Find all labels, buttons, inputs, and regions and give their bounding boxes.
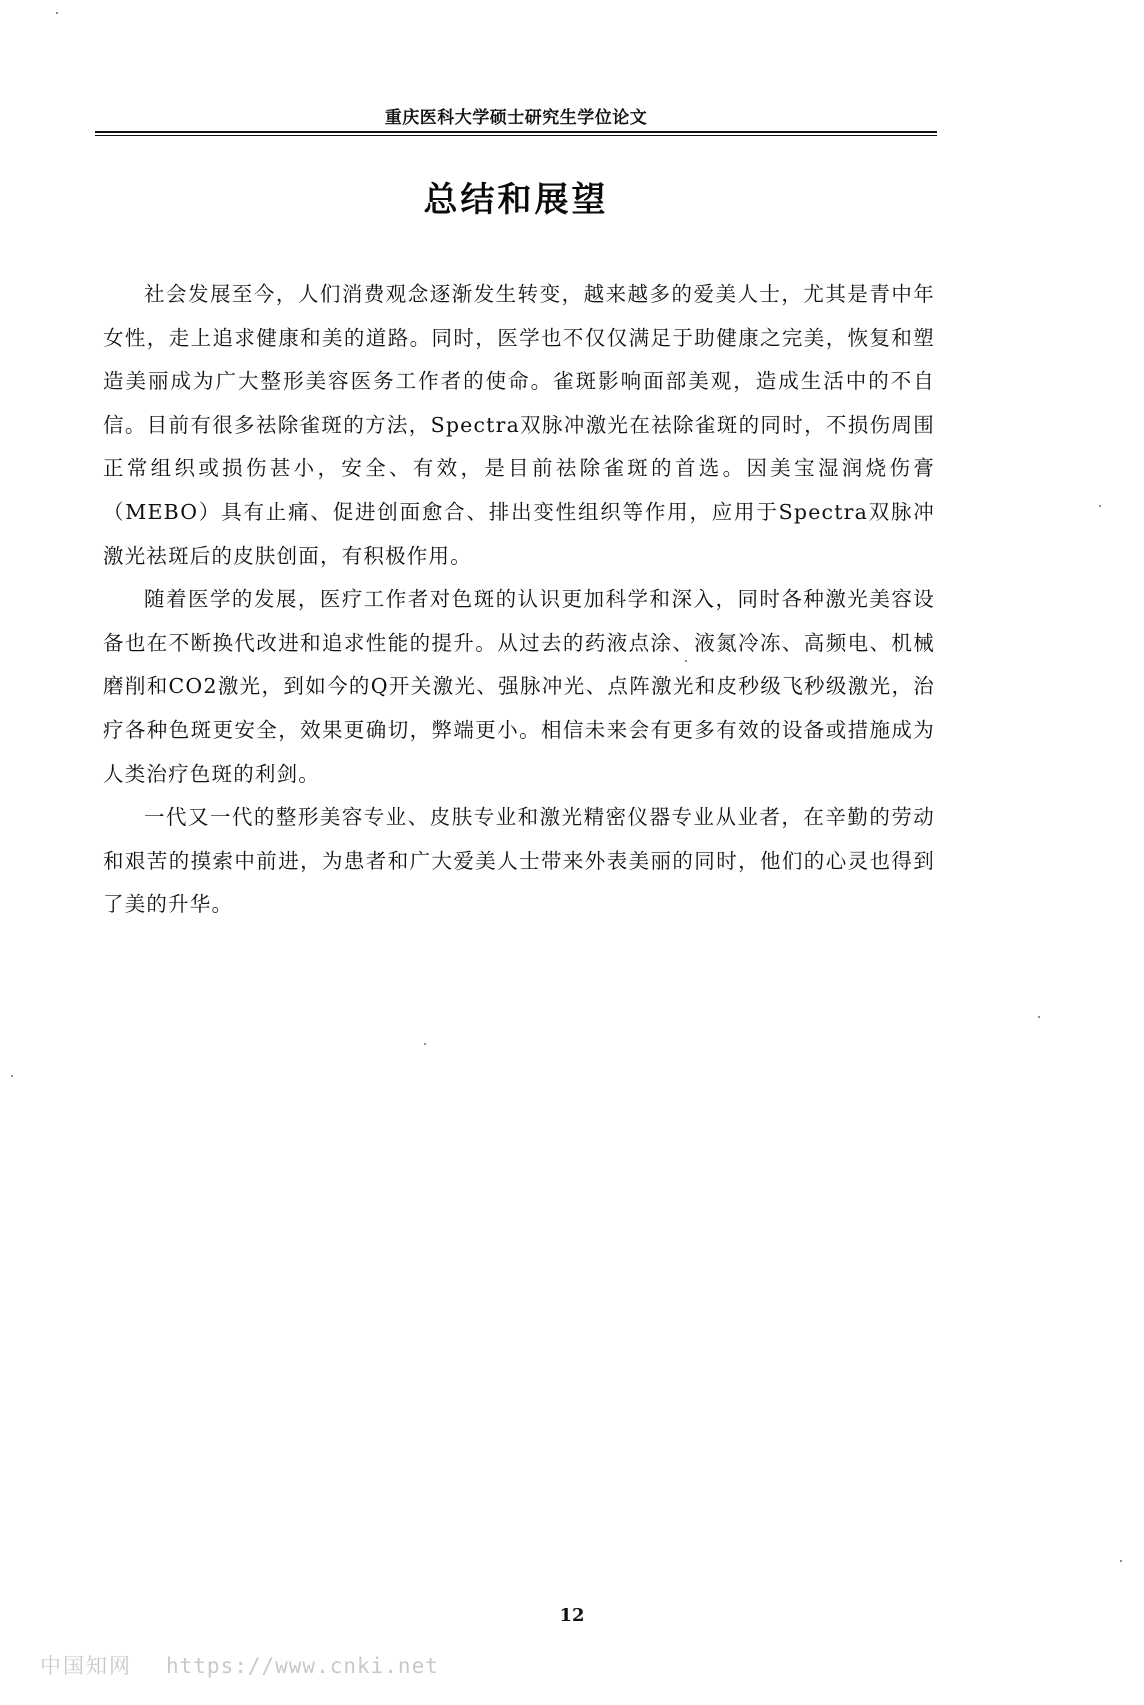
- scan-speck: [11, 1075, 13, 1077]
- page-number: 12: [559, 1605, 585, 1626]
- paragraph-2: 随着医学的发展，医疗工作者对色斑的认识更加科学和深入，同时各种激光美容设备也在不断换代改进和追求性能的提升。从过去的药液点涂、液氮冷冻、高频电、机械磨削和CO2激光，到如今的Q开关激光、强脉冲光、点阵激光和皮秒级飞秒级激光，治疗各种色斑更安全，效果更确切，弊端更小。相信未来会有更多有效的设备或措施成为人类治疗色斑的利剑。: [103, 587, 935, 786]
- cnki-watermark: [40, 1650, 439, 1680]
- paragraph-3: 一代又一代的整形美容专业、皮肤专业和激光精密仪器专业从业者，在辛勤的劳动和艰苦的摸索中前进，为患者和广大爱美人士带来外表美丽的同时，他们的心灵也得到了美的升华。: [103, 805, 935, 917]
- watermark-site-name: 中国知网: [40, 1654, 132, 1678]
- watermark-url: https://www.cnki.net: [166, 1654, 439, 1678]
- scan-speck: [56, 12, 58, 14]
- scan-speck: [1038, 1016, 1040, 1018]
- paragraph-1: 社会发展至今，人们消费观念逐渐发生转变，越来越多的爱美人士，尤其是青中年女性，走上追求健康和美的道路。同时，医学也不仅仅满足于助健康之完美，恢复和塑造美丽成为广大整形美容医务工作者的使命。雀斑影响面部美观，造成生活中的不自信。目前有很多祛除雀斑的方法，Spectra双脉冲激光在祛除雀斑的同时，不损伤周围正常组织或损伤甚小，安全、有效，是目前祛除雀斑的首选。因美宝湿润烧伤膏（MEBO）具有止痛、促进创面愈合、排出变性组织等作用，应用于Spectra双脉冲激光祛斑后的皮肤创面，有积极作用。: [103, 282, 935, 568]
- running-header: 重庆医科大学硕士研究生学位论文: [384, 108, 648, 128]
- scan-speck: [1099, 505, 1101, 507]
- scan-speck: [1120, 1560, 1122, 1562]
- header-rule: [95, 131, 937, 133]
- chapter-title: 总结和展望: [423, 180, 609, 220]
- scan-speck: [424, 1043, 426, 1045]
- header-rule-thin: [95, 135, 937, 136]
- body-text: [103, 273, 935, 927]
- scan-speck: [685, 660, 687, 662]
